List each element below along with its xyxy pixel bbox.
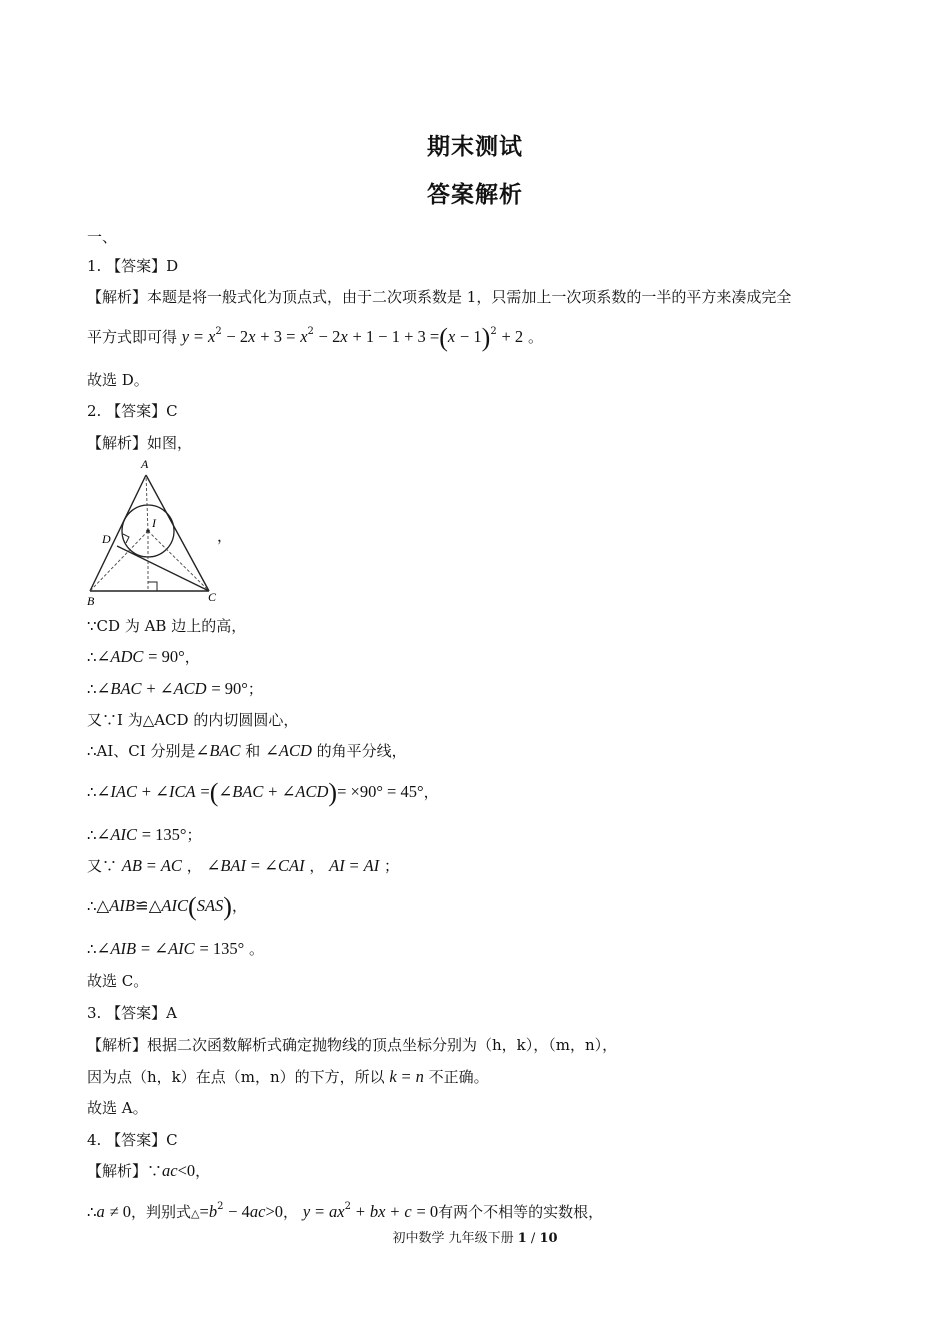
q2-step5-b: 和 <box>245 742 261 760</box>
q2-step9: ∴△AIB≌△AIC(SAS)， <box>87 892 247 921</box>
q2-step5-c: 的角平分线， <box>316 742 407 760</box>
edge-AB <box>90 475 146 591</box>
q3-answer: 3. 【答案】A <box>87 1004 177 1022</box>
q2-step3: ∴∠BAC + ∠ACD = 90°； <box>87 679 263 698</box>
q2-conclusion: 故选 C。 <box>87 972 149 990</box>
label-I: I <box>152 516 156 530</box>
q2-step4: 又∵I 为△ACD 的内切圆圆心， <box>87 711 299 729</box>
q2-step5: ∴AI、CI 分别是∠BAC 和 ∠ACD 的角平分线， <box>87 741 407 760</box>
q4-line2-a: ∴ <box>87 1203 97 1221</box>
triangle-incircle-figure <box>82 455 222 605</box>
q2-analysis: 【解析】如图， <box>87 434 193 452</box>
q2-step10: ∴∠AIB = ∠AIC = 135° 。 <box>87 939 265 958</box>
page-footer <box>0 1227 950 1246</box>
q2-step5-a: ∴AI、CI 分别是 <box>87 742 196 760</box>
footer-total: 10 <box>539 1231 558 1246</box>
right-angle-base <box>148 582 157 591</box>
q3-line2-a: 因为点（h，k）在点（m，n）的下方，所以 <box>87 1068 385 1086</box>
q2-step8-a: 又∵ <box>87 857 118 875</box>
edge-AC <box>146 475 209 591</box>
q4-answer: 4. 【答案】C <box>87 1131 178 1149</box>
footer-page: 1 <box>517 1231 527 1246</box>
q1-answer: 1. 【答案】D <box>87 257 179 275</box>
q3-line2-b: 不正确。 <box>428 1068 489 1086</box>
q1-formula-prefix: 平方式即可得 <box>87 328 178 346</box>
page-subtitle: 答案解析 <box>427 182 523 208</box>
q3-analysis: 【解析】根据二次函数解析式确定抛物线的顶点坐标分别为（h，k），（m，n）， <box>87 1036 618 1054</box>
label-C: C <box>208 590 217 604</box>
q4-line2: ∴a ≠ 0，判别式$\triangle=b^2 - 4ac>0$， $y = ax^2$ + bx + c = 0有两个不相等的实数根， <box>87 1201 604 1221</box>
figure-comma: ， <box>217 527 233 545</box>
q4-analysis-b: ， <box>195 1162 211 1180</box>
q4-line2-b: ，判别式 <box>131 1203 192 1221</box>
dashed-AI <box>146 475 148 531</box>
footer-text: 初中数学 九年级下册 <box>392 1231 514 1246</box>
q2-step7: ∴∠AIC = 135°； <box>87 825 202 844</box>
q2-answer: 2. 【答案】C <box>87 402 178 420</box>
section-label: 一、 <box>87 228 118 246</box>
q4-analysis-a: 【解析】∵ <box>87 1162 163 1180</box>
label-D: D <box>102 532 111 546</box>
footer-sep: / <box>530 1231 536 1246</box>
page-title: 期末测试 <box>427 134 523 160</box>
q4-line2-d: 有两个不相等的实数根， <box>438 1203 604 1221</box>
q4-line2-c: ， <box>283 1203 299 1221</box>
q1-analysis: 【解析】本题是将一般式化为顶点式，由于二次项系数是 1，只需加上一次项系数的一半的平方来凑成完全 <box>87 288 792 306</box>
q1-formula-line: 平方式即可得 $y = x^2 - 2x + 3 = x^2 - 2x + 1 - 1 + 3 =(x - 1)^2 + 2$ 。 <box>87 323 543 352</box>
q4-analysis: 【解析】∵ac<0， <box>87 1161 211 1180</box>
q2-step2: ∴∠ADC = 90°， <box>87 647 200 666</box>
q2-step8: 又∵ AB = AC ， ∠BAI = ∠CAI ， AI = AI ； <box>87 856 399 875</box>
q3-conclusion: 故选 A。 <box>87 1099 148 1117</box>
center-point <box>146 529 150 533</box>
dashed-BI <box>90 531 148 591</box>
label-B: B <box>87 594 95 605</box>
label-A: A <box>141 457 149 471</box>
q1-conclusion: 故选 D。 <box>87 371 149 389</box>
q2-step1: ∵CD 为 AB 边上的高， <box>87 617 247 635</box>
q2-step6: ∴∠IAC + ∠ICA =(∠BAC + ∠ACD)= ×90° = 45°， <box>87 778 439 807</box>
q3-line2: 因为点（h，k）在点（m，n）的下方，所以 k = n 不正确。 <box>87 1067 489 1086</box>
